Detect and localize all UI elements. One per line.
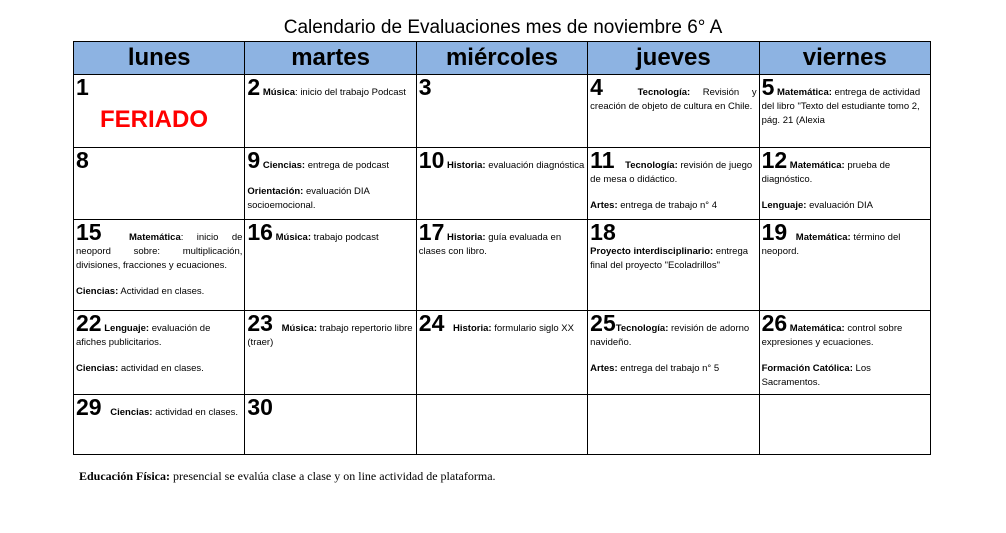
day-number: 30 bbox=[247, 394, 273, 420]
subject-label: Música bbox=[262, 87, 296, 98]
evaluation-text: entrega del trabajo n° 5 bbox=[617, 363, 720, 374]
header-jueves: jueves bbox=[588, 42, 759, 75]
subject-label: Ciencias: bbox=[76, 363, 119, 374]
evaluation-text: evaluación diagnóstica bbox=[485, 160, 585, 171]
day-cell-empty bbox=[759, 395, 930, 455]
evaluation-text: evaluación DIA bbox=[806, 200, 873, 211]
day-number: 25 bbox=[590, 310, 616, 336]
day-cell-30 bbox=[245, 395, 416, 455]
subject-label: Matemática: bbox=[789, 323, 845, 334]
evaluation-text: Los Sacramentos. bbox=[761, 363, 871, 388]
footer-text: presencial se evalúa clase a clase y on line actividad de plataforma. bbox=[170, 469, 496, 483]
evaluation-text: entrega de actividad del libro "Texto del estudiante tomo 2, pág. 21 (Alexia bbox=[761, 87, 921, 126]
header-martes: martes bbox=[245, 42, 416, 75]
subject-label: Historia: bbox=[447, 160, 486, 171]
subject-label: Formación Católica: bbox=[761, 363, 853, 374]
day-number: 10 bbox=[418, 147, 445, 173]
subject-label: Música: bbox=[281, 323, 317, 334]
evaluation-text: revisión de juego de mesa o didáctico. bbox=[590, 160, 753, 185]
week-row bbox=[74, 311, 931, 395]
evaluation-text: trabajo repertorio libre (traer) bbox=[247, 323, 413, 348]
week-row bbox=[74, 395, 931, 455]
day-cell-12 bbox=[759, 148, 930, 220]
evaluation-text: Revisión y creación de objeto de cultura en Chile. bbox=[590, 87, 757, 112]
day-number: 4 bbox=[590, 74, 603, 100]
subject-label: Matemática: bbox=[795, 232, 851, 243]
day-cell-17 bbox=[416, 220, 587, 311]
day-cell-18 bbox=[588, 220, 759, 311]
day-cell-2 bbox=[245, 75, 416, 148]
day-cell-3 bbox=[416, 75, 587, 148]
evaluation-text: formulario siglo XX bbox=[491, 323, 574, 334]
day-cell-16 bbox=[245, 220, 416, 311]
day-cell-19 bbox=[759, 220, 930, 311]
footer-label: Educación Física: bbox=[79, 469, 171, 483]
evaluation-text: evaluación DIA socioemocional. bbox=[247, 186, 370, 211]
day-cell-29 bbox=[74, 395, 245, 455]
evaluation-text: actividad en clases. bbox=[152, 407, 239, 418]
week-row bbox=[74, 148, 931, 220]
day-number: 16 bbox=[247, 219, 273, 245]
day-cell-4 bbox=[588, 75, 759, 148]
subject-label: Tecnología: bbox=[637, 87, 691, 98]
subject-label: Matemática: bbox=[789, 160, 845, 171]
evaluation-text: revisión de adorno navideño. bbox=[590, 323, 750, 348]
day-cell-26 bbox=[759, 311, 930, 395]
day-cell-empty bbox=[416, 395, 587, 455]
day-cell-9 bbox=[245, 148, 416, 220]
subject-label: Ciencias: bbox=[110, 407, 153, 418]
subject-label: Ciencias: bbox=[262, 160, 306, 171]
day-number: 8 bbox=[76, 147, 89, 173]
evaluation-text: evaluación de afiches publicitarios. bbox=[76, 323, 211, 348]
week-row bbox=[74, 75, 931, 148]
evaluation-text: prueba de diagnóstico. bbox=[761, 160, 891, 185]
day-number: 18 bbox=[590, 219, 616, 245]
day-cell-11 bbox=[588, 148, 759, 220]
day-number: 2 bbox=[247, 74, 261, 100]
day-cell-24 bbox=[416, 311, 587, 395]
header-miercoles: miércoles bbox=[416, 42, 587, 75]
day-number: 15 bbox=[76, 219, 102, 245]
subject-label: Lenguaje: bbox=[761, 200, 807, 211]
day-number: 26 bbox=[761, 310, 788, 336]
day-number: 3 bbox=[418, 74, 432, 100]
subject-label: Orientación: bbox=[247, 186, 304, 197]
day-number: 11 bbox=[590, 147, 615, 173]
evaluation-text: guía evaluada en clases con libro. bbox=[418, 232, 562, 257]
subject-label: Ciencias: bbox=[76, 286, 119, 297]
evaluation-text: entrega de trabajo n° 4 bbox=[617, 200, 718, 211]
page-title: Calendario de Evaluaciones mes de noviembre 6° A bbox=[283, 17, 723, 38]
day-cell-1 bbox=[74, 75, 245, 148]
evaluation-text: : inicio de neopord sobre: multiplicación, divisiones, fracciones y ecuaciones. bbox=[76, 232, 243, 271]
week-row bbox=[74, 220, 931, 311]
day-cell-15 bbox=[74, 220, 245, 311]
day-number: 17 bbox=[418, 219, 445, 245]
footer-note bbox=[79, 469, 496, 484]
day-cell-empty bbox=[588, 395, 759, 455]
evaluation-text: actividad en clases. bbox=[118, 363, 204, 374]
evaluation-text: Actividad en clases. bbox=[118, 286, 205, 297]
subject-label: Historia: bbox=[447, 232, 486, 243]
day-number: 22 bbox=[76, 310, 102, 336]
evaluation-text: : inicio del trabajo Podcast bbox=[295, 87, 406, 98]
subject-label: Lenguaje: bbox=[104, 323, 150, 334]
day-number: 24 bbox=[418, 310, 445, 336]
subject-label: Historia: bbox=[453, 323, 492, 334]
day-number: 9 bbox=[247, 147, 261, 173]
header-lunes: lunes bbox=[74, 42, 245, 75]
day-number: 1 bbox=[76, 74, 89, 100]
day-cell-25 bbox=[588, 311, 759, 395]
day-cell-10 bbox=[416, 148, 587, 220]
calendar-table bbox=[73, 41, 931, 455]
day-cell-22 bbox=[74, 311, 245, 395]
day-number: 29 bbox=[76, 394, 102, 420]
subject-label: Música: bbox=[275, 232, 311, 243]
day-number: 5 bbox=[761, 74, 775, 100]
subject-label: Tecnología: bbox=[615, 323, 669, 334]
feriado-label: FERIADO bbox=[100, 106, 208, 133]
day-cell-23 bbox=[245, 311, 416, 395]
subject-label: Matemática bbox=[129, 232, 181, 243]
subject-label: Proyecto interdisciplinario: bbox=[590, 246, 714, 257]
day-number: 19 bbox=[761, 219, 788, 245]
evaluation-text: entrega de podcast bbox=[305, 160, 390, 171]
subject-label: Artes: bbox=[590, 200, 618, 211]
evaluation-text: trabajo podcast bbox=[311, 232, 379, 243]
evaluation-text: término del neopord. bbox=[761, 232, 901, 257]
subject-label: Tecnología: bbox=[625, 160, 678, 171]
evaluation-text: control sobre expresiones y ecuaciones. bbox=[761, 323, 903, 348]
subject-label: Matemática: bbox=[777, 87, 832, 98]
day-number: 23 bbox=[247, 310, 273, 336]
weekday-header-row bbox=[74, 42, 931, 75]
day-number: 12 bbox=[761, 147, 788, 173]
day-cell-8 bbox=[74, 148, 245, 220]
subject-label: Artes: bbox=[590, 363, 618, 374]
day-cell-5 bbox=[759, 75, 930, 148]
evaluation-text: entrega final del proyecto "Ecoladrillos" bbox=[590, 246, 749, 271]
header-viernes: viernes bbox=[759, 42, 930, 75]
